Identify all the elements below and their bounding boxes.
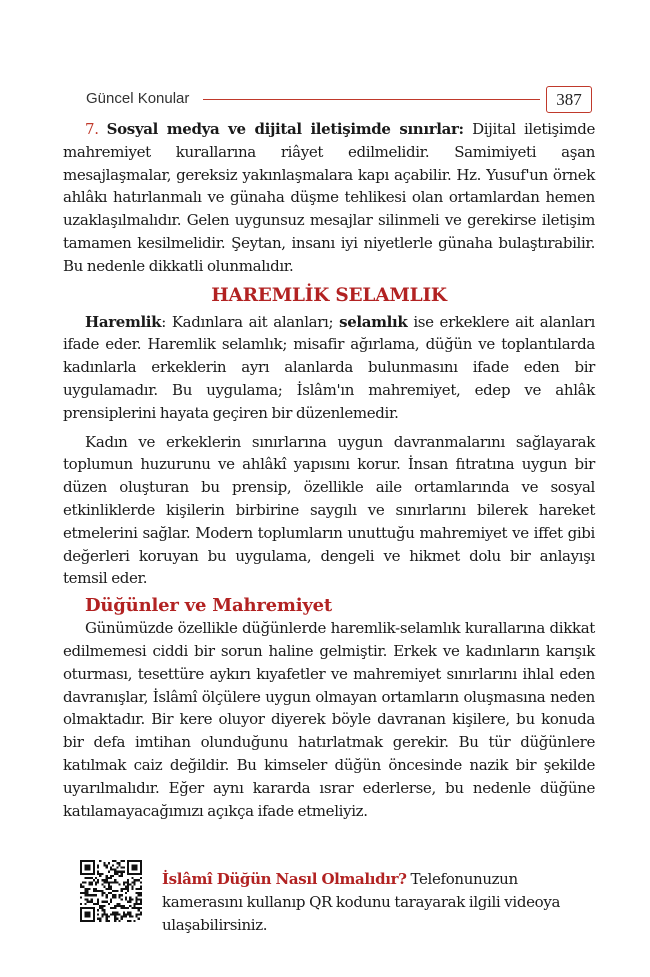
term-haremlik: Haremlik bbox=[85, 312, 162, 331]
header-rule bbox=[203, 99, 540, 100]
definition-text-2: ise erkeklere ait alanları ifade eder. Haremlik selamlık; misafir ağırlama, düğün ve toplantılarda kadınlarla erkeklerin ayrı alanlarda bulunmasını ifade eden bir uygulamadır. Bu uygulama; İslâm'ın mahremiyet, edep ve ahlâk prensiplerini hayata geçiren bir düzenlemedir. bbox=[63, 312, 595, 422]
list-item-7 bbox=[63, 118, 595, 278]
paragraph-weddings: Günümüzde özellikle düğünlerde haremlik-selamlık kurallarına dikkat edilmemesi ciddi bir sorun haline gelmiştir. Erkek ve kadınların karışık oturması, tesettüre aykırı kıyafetler ve mahremiyet sınırlarını ihlal eden davranışlar, İslâmî ölçülere uygun olmayan ortamların oluşmasına neden olmaktadır. Bir kere oluyor diyerek böyle davranan kişilere, bu konuda bir defa imtihan olunduğunu hatırlatmak gerekir. Bu tür düğünlere katılmak caiz değildir. Bu kimseler düğün öncesinde nazik bir şekilde uyarılmalıdır. Eğer aynı kararda ısrar ederlerse, bu nedenle düğüne katılamayacağımızı açıkça ifade etmeliyiz. bbox=[63, 619, 595, 820]
section-heading: HAREMLİK SELAMLIK bbox=[211, 284, 447, 306]
definition-text-1: : Kadınlara ait alanları; bbox=[161, 312, 340, 331]
page-header bbox=[86, 86, 592, 114]
main-text bbox=[63, 118, 595, 822]
qr-caption bbox=[162, 868, 598, 937]
page-number: 387 bbox=[546, 86, 592, 113]
qr-code[interactable] bbox=[80, 860, 142, 922]
subsection-heading: Düğünler ve Mahremiyet bbox=[85, 595, 332, 617]
item-lead: Sosyal medya ve dijital iletişimde sınırlar: bbox=[106, 120, 464, 138]
qr-callout bbox=[80, 860, 595, 934]
term-selamlik: selamlık bbox=[339, 312, 408, 331]
paragraph-purpose: Kadın ve erkeklerin sınırlarına uygun davranmalarını sağlayarak toplumun huzurunu ve ahlâkî yapısını korur. İnsan fıtratına uygun bir düzen oluşturan bu prensip, özellikle aile ortamlarında ve sosyal etkinliklerde kişilerin birbirine saygılı ve sınırlarını bilerek hareket etmelerini sağlar. Modern toplumların unuttuğu mahremiyet ve iffet gibi değerleri koruyan bu uygulama, dengeli ve hikmet dolu bir anlayışı temsil eder. bbox=[63, 432, 595, 588]
item-number: 7. bbox=[85, 120, 99, 138]
item-text: Dijital iletişimde mahremiyet kurallarına riâyet edilmelidir. Samimiyeti aşan mesajlaşmalar, gereksiz yakınlaşmalara kapı açabilir. Hz. Yusuf'un örnek ahlâkı hatırlanmalı ve günaha düşme tehlikesi olan ortamlardan hemen uzaklaşılmalıdır. Gelen uygunsuz mesajlar silinmeli ve gerekirse iletişim tamamen kesilmelidir. Şeytan, insanı iyi niyetlerle günaha bulaştırabilir. Bu nedenle dikkatli olunmalıdır. bbox=[63, 120, 595, 275]
qr-title: İslâmî Düğün Nasıl Olmalıdır? bbox=[162, 870, 407, 888]
qr-instruction: Telefonunuzun kamerasını kullanıp QR kodunu tarayarak ilgili videoya ulaşabilirsiniz. bbox=[162, 870, 561, 934]
running-title: Güncel Konular bbox=[86, 90, 190, 107]
paragraph-definition bbox=[63, 311, 595, 425]
